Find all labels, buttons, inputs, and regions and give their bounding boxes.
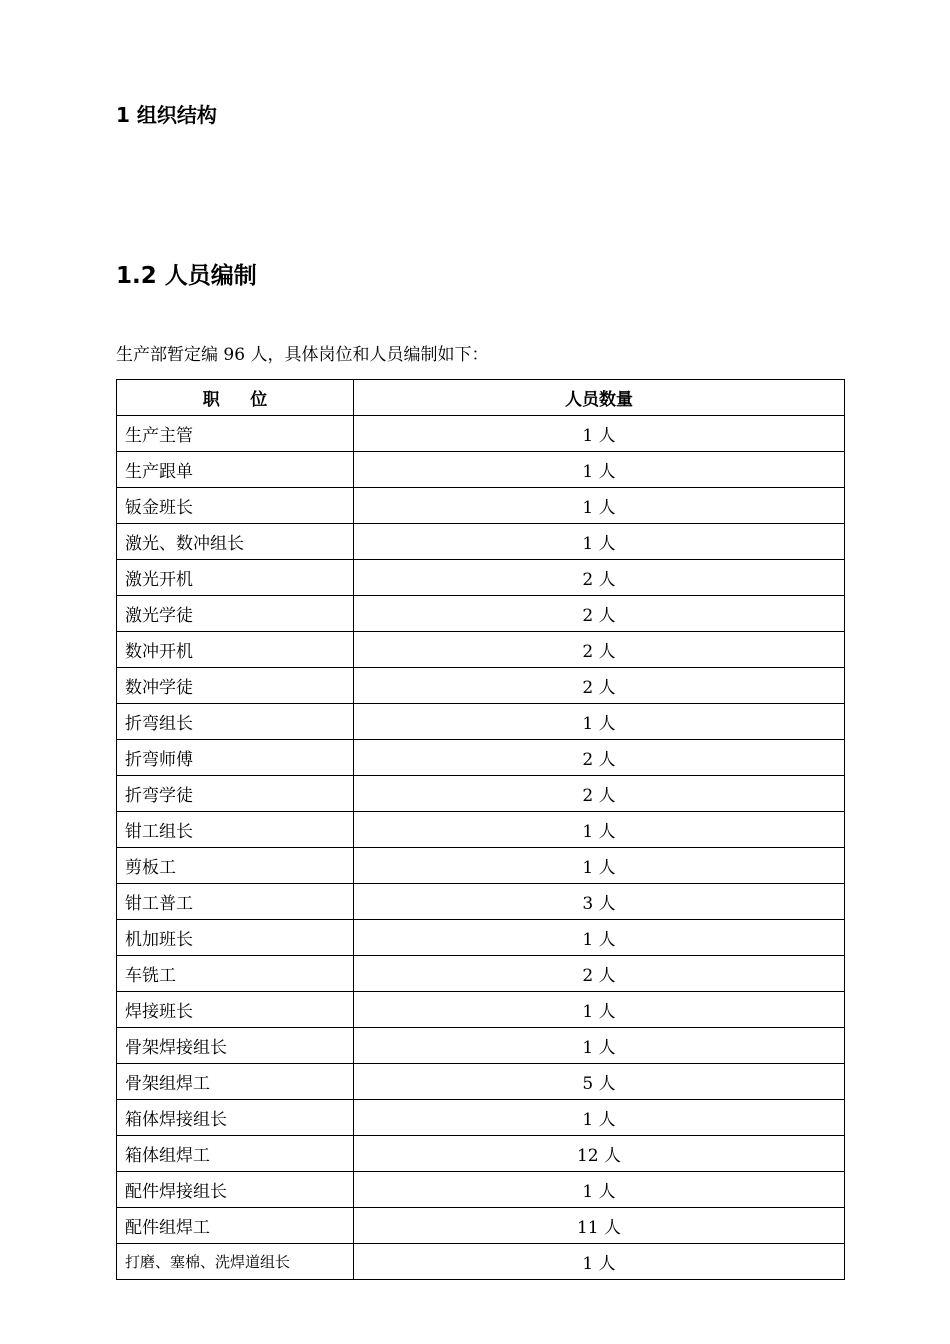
- position-cell: 配件焊接组长: [117, 1172, 354, 1208]
- position-cell: 激光学徒: [117, 596, 354, 632]
- table-row: [117, 1208, 845, 1244]
- table-row: [117, 1100, 845, 1136]
- position-cell: 折弯师傅: [117, 740, 354, 776]
- table-row: [117, 1172, 845, 1208]
- count-cell: 3 人: [354, 884, 845, 920]
- position-cell: 钳工普工: [117, 884, 354, 920]
- position-cell: 数冲学徒: [117, 668, 354, 704]
- count-cell: 1 人: [354, 452, 845, 488]
- table-row: [117, 596, 845, 632]
- position-cell: 车铣工: [117, 956, 354, 992]
- count-cell: 2 人: [354, 596, 845, 632]
- table-row: [117, 992, 845, 1028]
- table-row: [117, 1064, 845, 1100]
- position-cell: 打磨、塞棉、洗焊道组长: [117, 1244, 354, 1280]
- table-row: [117, 452, 845, 488]
- count-cell: 1 人: [354, 1244, 845, 1280]
- table-body: [117, 416, 845, 1280]
- table-row: [117, 488, 845, 524]
- count-cell: 1 人: [354, 488, 845, 524]
- position-cell: 骨架组焊工: [117, 1064, 354, 1100]
- count-cell: 1 人: [354, 992, 845, 1028]
- count-cell: 1 人: [354, 1100, 845, 1136]
- position-cell: 钣金班长: [117, 488, 354, 524]
- table-row: [117, 416, 845, 452]
- count-cell: 1 人: [354, 848, 845, 884]
- section-heading-staffing: 1.2 人员编制: [116, 263, 257, 289]
- table-row: [117, 920, 845, 956]
- staffing-table: [116, 379, 845, 1280]
- section-heading-organization: 1 组织结构: [116, 103, 217, 127]
- position-cell: 机加班长: [117, 920, 354, 956]
- count-cell: 2 人: [354, 776, 845, 812]
- position-cell: 钳工组长: [117, 812, 354, 848]
- intro-paragraph: 生产部暂定编 96 人，具体岗位和人员编制如下：: [116, 345, 489, 365]
- count-cell: 1 人: [354, 812, 845, 848]
- position-cell: 剪板工: [117, 848, 354, 884]
- column-header-position: 职位: [117, 380, 354, 416]
- position-cell: 箱体焊接组长: [117, 1100, 354, 1136]
- table-header-row: [117, 380, 845, 416]
- count-cell: 1 人: [354, 524, 845, 560]
- count-cell: 1 人: [354, 920, 845, 956]
- table-row: [117, 668, 845, 704]
- count-cell: 1 人: [354, 416, 845, 452]
- count-cell: 1 人: [354, 704, 845, 740]
- position-cell: 数冲开机: [117, 632, 354, 668]
- position-cell: 生产跟单: [117, 452, 354, 488]
- table-row: [117, 740, 845, 776]
- count-cell: 2 人: [354, 740, 845, 776]
- count-cell: 5 人: [354, 1064, 845, 1100]
- position-cell: 折弯学徒: [117, 776, 354, 812]
- table-row: [117, 1136, 845, 1172]
- position-cell: 配件组焊工: [117, 1208, 354, 1244]
- position-cell: 生产主管: [117, 416, 354, 452]
- table-row: [117, 1244, 845, 1280]
- count-cell: 2 人: [354, 560, 845, 596]
- position-cell: 激光、数冲组长: [117, 524, 354, 560]
- count-cell: 1 人: [354, 1172, 845, 1208]
- table-row: [117, 956, 845, 992]
- table-row: [117, 632, 845, 668]
- table-row: [117, 1028, 845, 1064]
- column-header-count: 人员数量: [354, 380, 845, 416]
- count-cell: 12 人: [354, 1136, 845, 1172]
- table-row: [117, 884, 845, 920]
- table-row: [117, 812, 845, 848]
- position-cell: 激光开机: [117, 560, 354, 596]
- table-row: [117, 704, 845, 740]
- table-row: [117, 524, 845, 560]
- count-cell: 11 人: [354, 1208, 845, 1244]
- position-cell: 骨架焊接组长: [117, 1028, 354, 1064]
- position-cell: 箱体组焊工: [117, 1136, 354, 1172]
- position-cell: 折弯组长: [117, 704, 354, 740]
- count-cell: 2 人: [354, 632, 845, 668]
- table-row: [117, 560, 845, 596]
- count-cell: 2 人: [354, 956, 845, 992]
- table-row: [117, 848, 845, 884]
- count-cell: 2 人: [354, 668, 845, 704]
- position-cell: 焊接班长: [117, 992, 354, 1028]
- count-cell: 1 人: [354, 1028, 845, 1064]
- table-row: [117, 776, 845, 812]
